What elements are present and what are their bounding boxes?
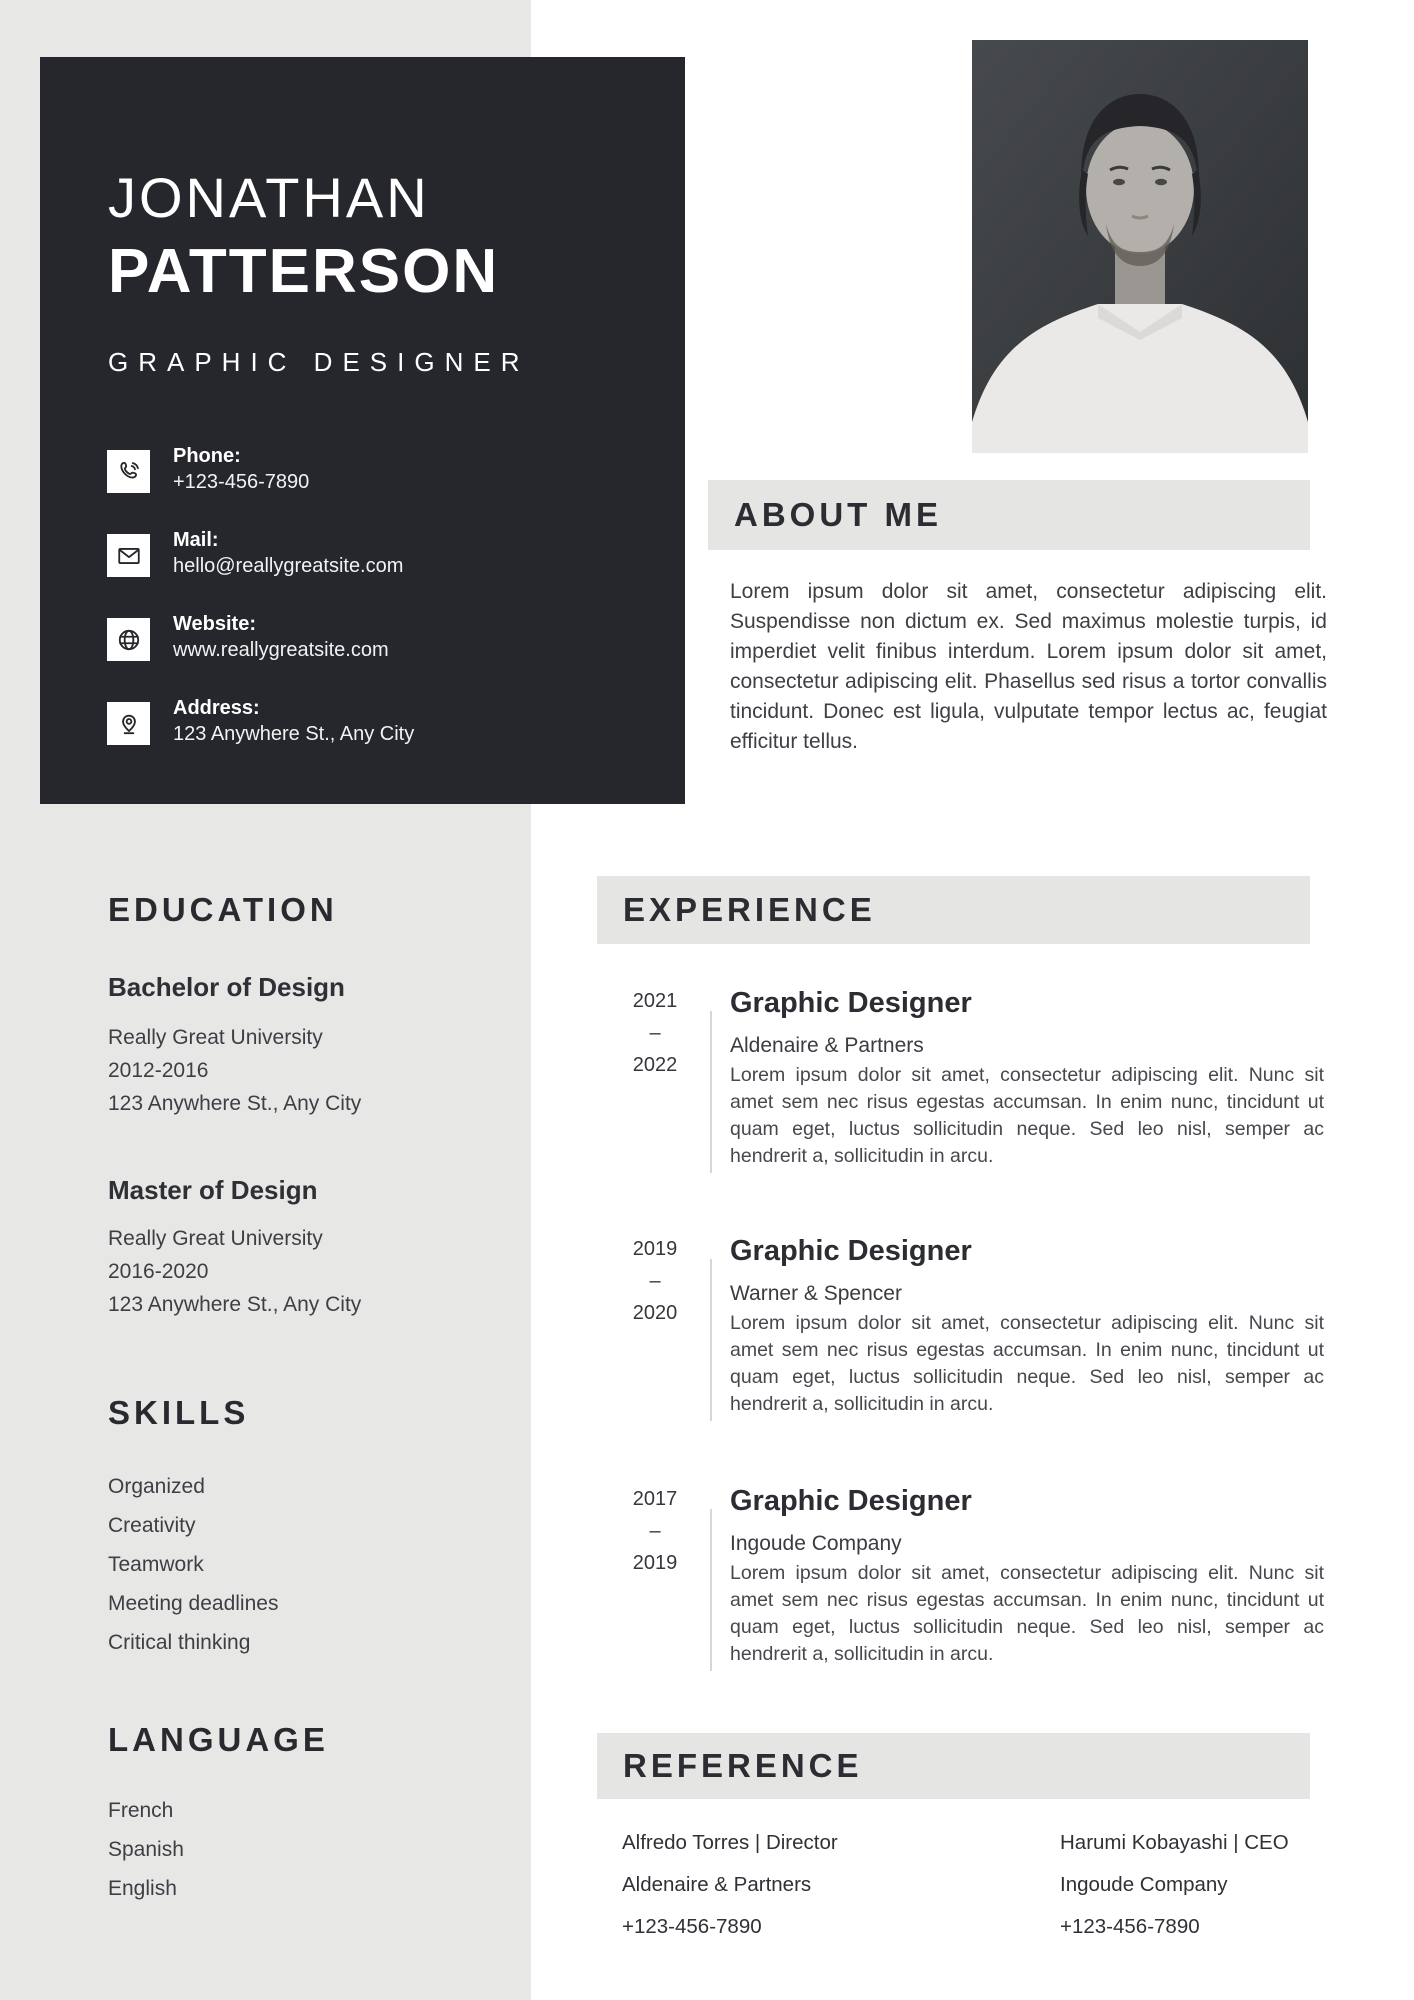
reference-phone: +123-456-7890 (622, 1915, 762, 1938)
experience-job-title: Graphic Designer (730, 1485, 972, 1517)
reference-section-bar (597, 1733, 1310, 1799)
experience-description: Lorem ipsum dolor sit amet, consectetur adipiscing elit. Nunc sit amet sem nec risus egestas accumsan. In enim nunc, tincidunt ut quam eget, luctus sollicitudin neque. Sed leo nisl, semper ac hendrerit a, sollicitudin in arcu. (730, 1562, 1324, 1665)
last-name: PATTERSON (108, 237, 500, 306)
reference-name: Harumi Kobayashi | CEO (1060, 1831, 1289, 1854)
language-heading: LANGUAGE (108, 1721, 329, 1758)
skills-heading: SKILLS (108, 1394, 250, 1431)
education-years: 2016-2020 (108, 1260, 209, 1283)
job-title: GRAPHIC DESIGNER (108, 347, 530, 377)
contact-address-label: Address: (173, 697, 260, 719)
globe-icon (107, 618, 150, 661)
phone-icon (107, 450, 150, 493)
reference-entry (1060, 1828, 1414, 1954)
education-address: 123 Anywhere St., Any City (108, 1293, 362, 1316)
mail-icon (107, 534, 150, 577)
contact-address-value: 123 Anywhere St., Any City (173, 723, 415, 745)
years-dash: – (649, 1270, 661, 1292)
skill-item: Organized (108, 1475, 205, 1498)
experience-end-year: 2022 (632, 1054, 678, 1076)
experience-end-year: 2020 (632, 1302, 678, 1324)
reference-entry (622, 1828, 1002, 1954)
timeline-divider (710, 1509, 712, 1671)
about-paragraph: Lorem ipsum dolor sit amet, consectetur adipiscing elit. Suspendisse non dictum ex. Sed maximus molestie turpis, id imperdiet velit finibus interdum. Lorem ipsum dolor sit amet, consectetur adipiscing elit. Phasellus sed risus a tortor convallis tincidunt. Donec est ligula, vulputate tempor lectus ac, feugiat efficitur tellus. (730, 580, 1327, 753)
contact-website (173, 612, 389, 664)
education-degree: Bachelor of Design (108, 972, 345, 1002)
contact-row-website (107, 613, 667, 664)
experience-years (615, 985, 695, 1081)
education-school: Really Great University (108, 1026, 323, 1049)
skill-item: Teamwork (108, 1553, 204, 1576)
contact-phone (173, 444, 309, 496)
reference-company: Aldenaire & Partners (622, 1873, 812, 1896)
contact-website-label: Website: (173, 613, 256, 635)
experience-company: Aldenaire & Partners (730, 1034, 924, 1057)
education-details (108, 1021, 361, 1120)
reference-company: Ingoude Company (1060, 1873, 1228, 1896)
language-item: French (108, 1799, 174, 1822)
language-list (108, 1791, 184, 1908)
experience-section-bar (597, 876, 1310, 944)
experience-end-year: 2019 (632, 1552, 678, 1574)
experience-entry (597, 1483, 1327, 1693)
name-card (40, 57, 685, 804)
experience-years (615, 1233, 695, 1329)
experience-entry (597, 985, 1327, 1195)
experience-company: Ingoude Company (730, 1532, 902, 1555)
years-dash: – (649, 1022, 661, 1044)
education-degree: Master of Design (108, 1175, 318, 1205)
contact-row-phone (107, 445, 667, 496)
skill-item: Creativity (108, 1514, 196, 1537)
skills-list (108, 1467, 278, 1662)
experience-company: Warner & Spencer (730, 1282, 902, 1305)
location-pin-icon (107, 702, 150, 745)
experience-job-title: Graphic Designer (730, 1235, 972, 1267)
contact-phone-value: +123-456-7890 (173, 471, 310, 493)
contact-phone-label: Phone: (173, 445, 241, 467)
experience-description: Lorem ipsum dolor sit amet, consectetur adipiscing elit. Nunc sit amet sem nec risus egestas accumsan. In enim nunc, tincidunt ut quam eget, luctus sollicitudin neque. Sed leo nisl, semper ac hendrerit a, sollicitudin in arcu. (730, 1064, 1324, 1167)
reference-heading: REFERENCE (623, 1747, 863, 1784)
about-heading: ABOUT ME (734, 496, 942, 533)
contact-mail-value: hello@reallygreatsite.com (173, 555, 404, 577)
education-address: 123 Anywhere St., Any City (108, 1092, 362, 1115)
education-years: 2012-2016 (108, 1059, 209, 1082)
about-section-bar (708, 480, 1310, 550)
skill-item: Meeting deadlines (108, 1592, 279, 1615)
skill-item: Critical thinking (108, 1631, 251, 1654)
contact-mail-label: Mail: (173, 529, 219, 551)
reference-name: Alfredo Torres | Director (622, 1831, 838, 1854)
education-details (108, 1222, 361, 1321)
portrait-photo (972, 40, 1308, 453)
timeline-divider (710, 1259, 712, 1421)
timeline-divider (710, 1011, 712, 1173)
experience-start-year: 2017 (632, 1488, 678, 1510)
experience-years (615, 1483, 695, 1579)
first-name: JONATHAN (108, 166, 430, 229)
language-item: Spanish (108, 1838, 184, 1861)
contact-address (173, 696, 414, 748)
language-item: English (108, 1877, 177, 1900)
contact-row-mail (107, 529, 667, 580)
experience-heading: EXPERIENCE (623, 891, 876, 928)
experience-start-year: 2019 (632, 1238, 678, 1260)
education-heading: EDUCATION (108, 891, 338, 928)
experience-start-year: 2021 (632, 990, 678, 1012)
experience-entry (597, 1233, 1327, 1443)
contact-website-value: www.reallygreatsite.com (173, 639, 389, 661)
education-school: Really Great University (108, 1227, 323, 1250)
contact-mail (173, 528, 403, 580)
experience-job-title: Graphic Designer (730, 987, 972, 1019)
reference-phone: +123-456-7890 (1060, 1915, 1200, 1938)
years-dash: – (649, 1520, 661, 1542)
experience-description: Lorem ipsum dolor sit amet, consectetur adipiscing elit. Nunc sit amet sem nec risus egestas accumsan. In enim nunc, tincidunt ut quam eget, luctus sollicitudin neque. Sed leo nisl, semper ac hendrerit a, sollicitudin in arcu. (730, 1312, 1324, 1415)
contact-row-address (107, 697, 667, 748)
